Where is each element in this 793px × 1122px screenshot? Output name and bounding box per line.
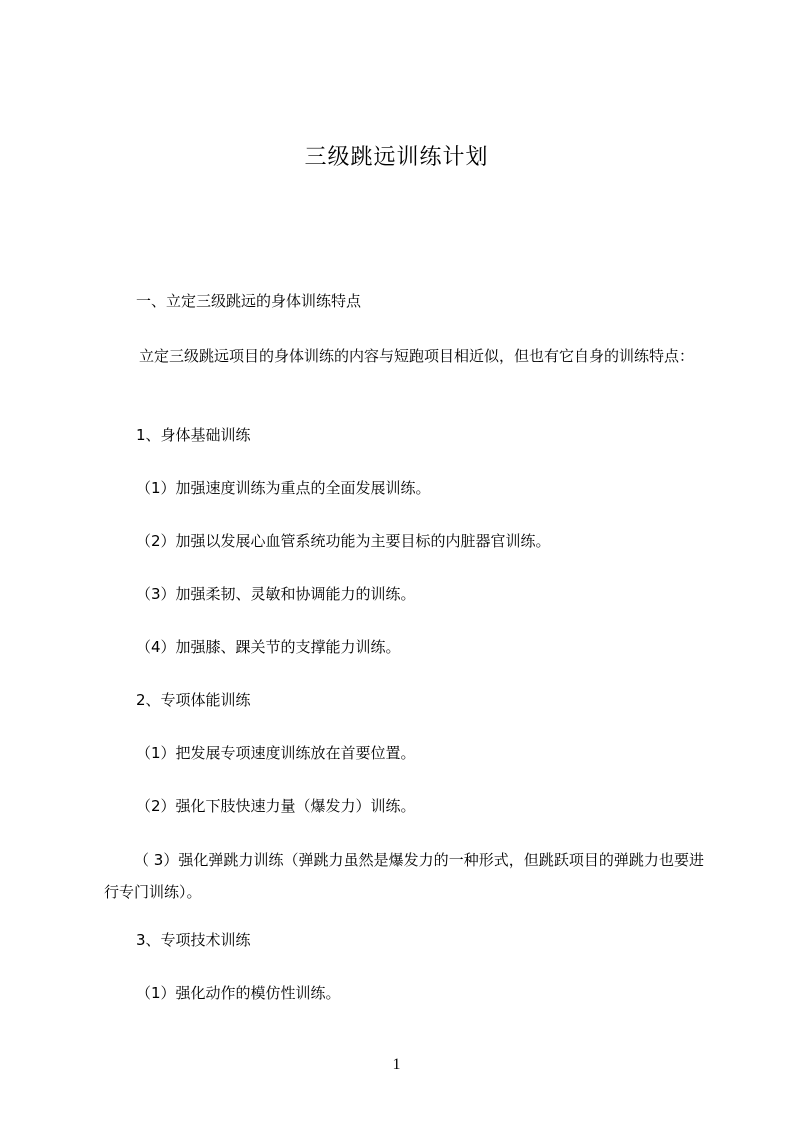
subsection-heading-3: 3、专项技术训练 xyxy=(136,931,251,949)
list-item: （3）加强柔韧、灵敏和协调能力的训练。 xyxy=(136,585,416,603)
list-item-wrapped: （ 3）强化弹跳力训练（弹跳力虽然是爆发力的一种形式，但跳跃项目的弹跳力也要进行专门训练）。 xyxy=(104,851,704,901)
list-item: （1）把发展专项速度训练放在首要位置。 xyxy=(136,744,416,762)
section-heading-1: 一、立定三级跳远的身体训练特点 xyxy=(136,292,362,310)
document-title: 三级跳远训练计划 xyxy=(304,145,489,170)
page-number: 1 xyxy=(392,1056,401,1073)
list-item: （1）强化动作的模仿性训练。 xyxy=(136,984,341,1002)
intro-paragraph: 立定三级跳远项目的身体训练的内容与短跑项目相近似，但也有它自身的训练特点： xyxy=(139,347,695,365)
list-item: （4）加强膝、踝关节的支撑能力训练。 xyxy=(136,638,401,656)
list-item: （2）强化下肢快速力量（爆发力）训练。 xyxy=(136,797,416,815)
list-item: （1）加强速度训练为重点的全面发展训练。 xyxy=(136,479,431,497)
subsection-heading-2: 2、专项体能训练 xyxy=(136,691,251,709)
subsection-heading-1: 1、身体基础训练 xyxy=(136,426,251,444)
list-item: （2）加强以发展心血管系统功能为主要目标的内脏器官训练。 xyxy=(136,532,551,550)
